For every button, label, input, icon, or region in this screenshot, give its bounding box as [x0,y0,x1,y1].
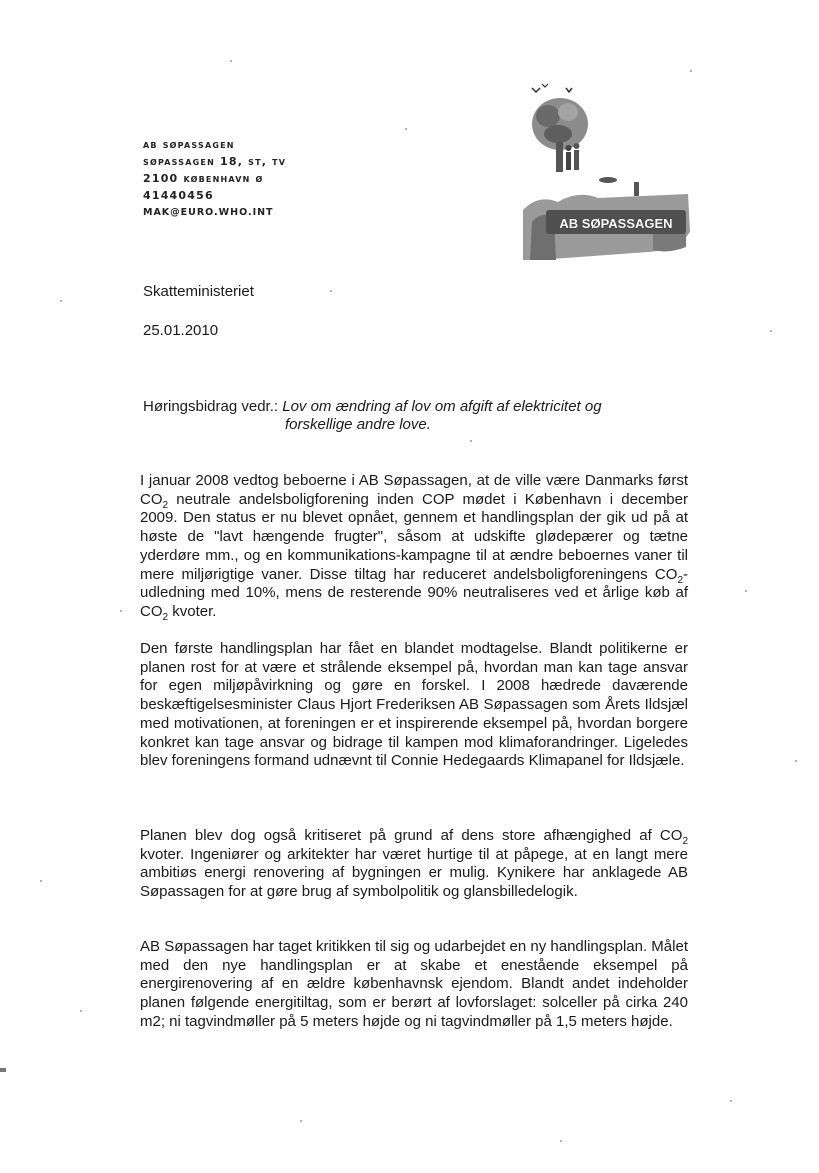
sender-city: 2100 københavn ø [143,172,264,185]
co2-subscript: 2 [162,611,169,623]
sender-phone: 41440456 [143,189,214,202]
sender-address: søpassagen 18, st, tv [143,155,287,168]
co2-subscript: 2 [677,574,683,586]
subject-title-line1: Lov om ændring af lov om afgift af elektricitet og [282,398,602,415]
sender-block [143,136,286,221]
body-paragraph-2: Den første handlingsplan har fået en blandet modtagelse. Blandt politikerne er planen rost for at være et strålende eksempel på, hvordan man kan tage ansvar for egen miljøpåvirkning og gøre en forskel. I 2008 hædrede daværende beskæftigelsesminister Claus Hjort Frederiksen AB Søpassagen som Årets Ildsjæl med motivationen, at foreningen er et inspirerende eksempel på, hvordan borgere konkret kan tage ansvar og bidrage til kampen mod klimaforandringer. Ligeledes blev foreningens formand udnævnt til Connie Hedegaards Klimapanel for Ildsjæle. [140,640,688,770]
p1-text-b: neutrale andelsboligforening inden COP mødet i København i december 2009. Den status er nu blevet opnået, gennem et handlingsplan der gik ud på at høste de "lavt hængende frugter", såsom at udskifte glødepærer og tætne yderdøre mm., og en kommunikations-kampagne til at ændre beboernes vaner til mere miljørigtige vaner. Disse tiltag har reduceret andelsboligforeningens CO [140,490,688,583]
co2-subscript: 2 [162,499,169,511]
scan-edge-mark [0,1068,6,1072]
p3-text-a: Planen blev dog også kritiseret på grund af dens store afhængighed af CO [140,827,683,844]
p1-text-c: -udledning med 10%, mens de resterende 90% neutraliseres ved et årlige køb af CO [140,565,688,620]
subject-title-line2: forskellige andre love. [285,416,431,433]
body-paragraph-1 [140,472,688,622]
sender-email: MAK@EURO.WHO.INT [143,207,274,218]
subject-line [143,398,703,434]
subject-prefix: Høringsbidrag vedr.: [143,398,279,415]
logo-text: AB SØPASSAGEN [559,216,673,231]
sender-name: ab søpassagen [143,138,235,151]
co2-subscript: 2 [682,836,688,847]
recipient: Skatteministeriet [143,283,254,300]
p1-text-d: kvoter. [168,602,217,620]
letter-date: 25.01.2010 [143,322,219,339]
body-paragraph-4: AB Søpassagen har taget kritikken til sig og udarbejdet en ny handlingsplan. Målet med den nye handlingsplan er at skabe et enestående eksempel på energirenovering af en ældre københavnsk ejendom. Blandt andet indeholder planen følgende energitiltag, som er berørt af lovforslaget: solceller på cirka 240 m2; ni tagvindmøller på 5 meters højde og ni tagvindmøller på 1,5 meters højde. [140,938,688,1030]
body-paragraph-3 [140,827,688,902]
logo-image [518,82,693,260]
p1-text-a: I januar 2008 vedtog beboerne i AB Søpassagen, at de ville være Danmarks først CO [140,472,688,508]
p3-text-b: kvoter. Ingeniører og arkitekter har været hurtige til at påpege, at en langt mere ambitiøs energi renovering af bygningen er mulig. Kynikere har anklagede AB Søpassagen for at gøre brug af symbolpolitik og glansbilledelogik. [140,845,688,901]
